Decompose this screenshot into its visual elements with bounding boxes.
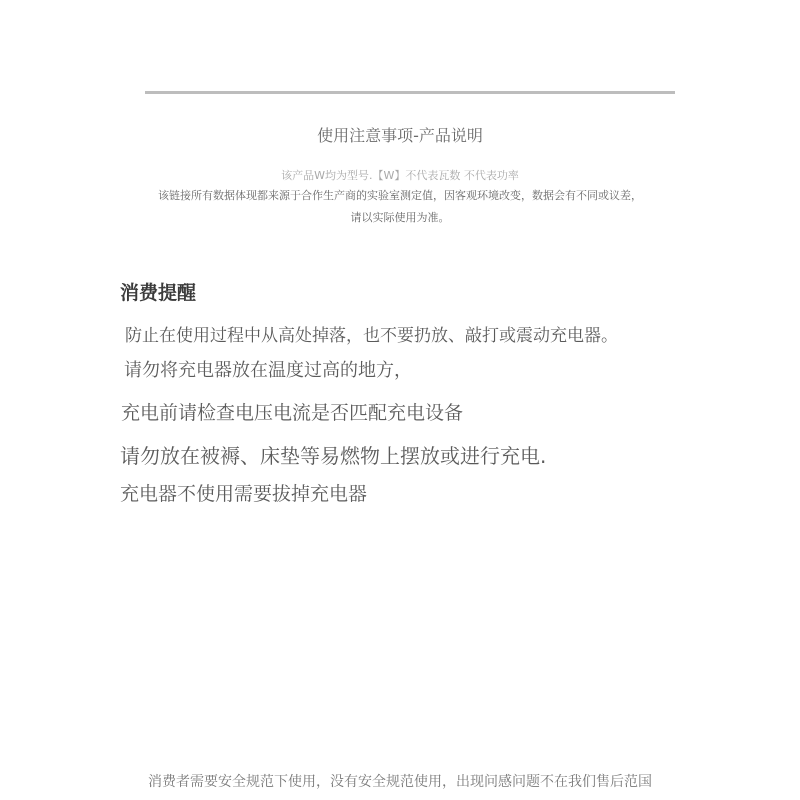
model-note: 该产品W均为型号.【W】不代表瓦数 不代表功率	[281, 169, 519, 182]
tip-item: 请勿将充电器放在温度过高的地方，	[124, 360, 412, 381]
data-disclaimer: 该链接所有数据体现都来源于合作生产商的实验室测定值，因客观环境改变，数据会有不同或议差，	[158, 189, 642, 202]
tip-item: 防止在使用过程中从高处掉落，也不要扔放、敲打或震动充电器。	[125, 326, 618, 346]
tip-item: 充电器不使用需要拔掉充电器	[120, 483, 368, 505]
top-divider	[145, 91, 675, 94]
data-disclaimer-end: 请以实际使用为准。	[350, 211, 450, 224]
page-title: 使用注意事项-产品说明	[317, 126, 483, 145]
tip-item: 充电前请检查电压电流是否匹配充电设备	[121, 402, 464, 424]
footer-disclaimer: 消费者需要安全规范下使用，没有安全规范使用，出现问感问题不在我们售后范国	[148, 774, 652, 790]
section-heading: 消费提醒	[120, 282, 197, 304]
tip-item: 请勿放在被褥、床垫等易燃物上摆放或进行充电.	[120, 444, 547, 468]
